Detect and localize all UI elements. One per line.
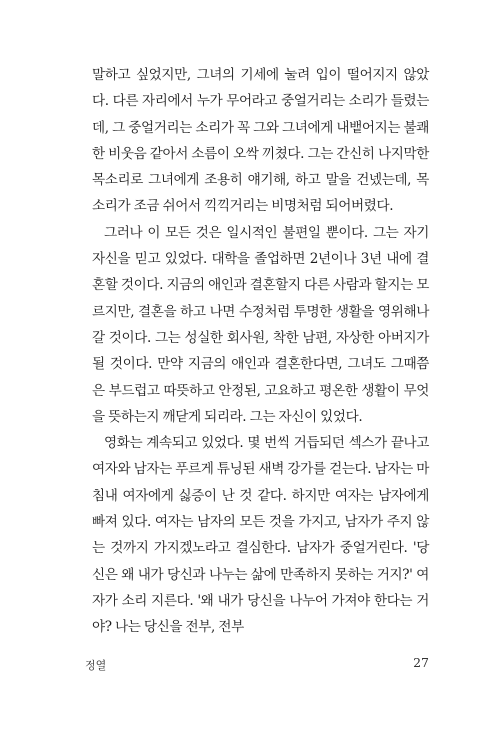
paragraph: 그러나 이 모든 것은 일시적인 불편일 뿐이다. 그는 자기 자신을 믿고 있었다. 대학을 졸업하면 2년이나 3년 내에 결혼할 것이다. 지금의 애인과 결혼할지 다른 사람과 할지는 모르지만, 결혼을 하고 나면 수정처럼 투명한 생활을 영위해나갈 것이다. 그는 성실한 회사원, 착한 남편, 자상한 아버지가 될 것이다. 만약 지금의 애인과 결혼한다면, 그녀도 그때쯤은 부드럽고 따뜻하고 안정된, 고요하고 평온한 생활이 무엇을 뜻하는지 깨닫게 되리라. 그는 자신이 있었다. (92, 224, 429, 425)
paragraph: 영화는 계속되고 있었다. 몇 번씩 거듭되던 섹스가 끝나고 여자와 남자는 푸르게 튜닝된 새벽 강가를 걷는다. 남자는 마침내 여자에게 싫증이 난 것 같다. 하지만 여자는 남자에게 빠져 있다. 여자는 남자의 모든 것을 가지고, 남자가 주지 않는 것까지 가지겠노라고 결심한다. 남자가 중얼거린다. '당신은 왜 내가 당신과 나누는 삶에 만족하지 못하는 거지?' 여자가 소리 지른다. '왜 내가 당신을 나누어 가져야 한다는 거야? 나는 당신을 전부, 전부 (92, 435, 429, 636)
page-number: 27 (413, 655, 429, 670)
body-text (92, 62, 429, 641)
running-footer-title: 정열 (85, 659, 107, 672)
paragraph: 말하고 싶었지만, 그녀의 기세에 눌려 입이 떨어지지 않았다. 다른 자리에서 누가 무어라고 중얼거리는 소리가 들렸는데, 그 중얼거리는 소리가 꼭 그와 그녀에게 내뱉어지는 불쾌한 비웃음 같아서 소름이 오싹 끼쳤다. 그는 간신히 나지막한 목소리로 그녀에게 조용히 얘기해, 하고 말을 건넸는데, 목소리가 조금 쉬어서 끽끽거리는 비명처럼 되어버렸다. (92, 67, 429, 215)
